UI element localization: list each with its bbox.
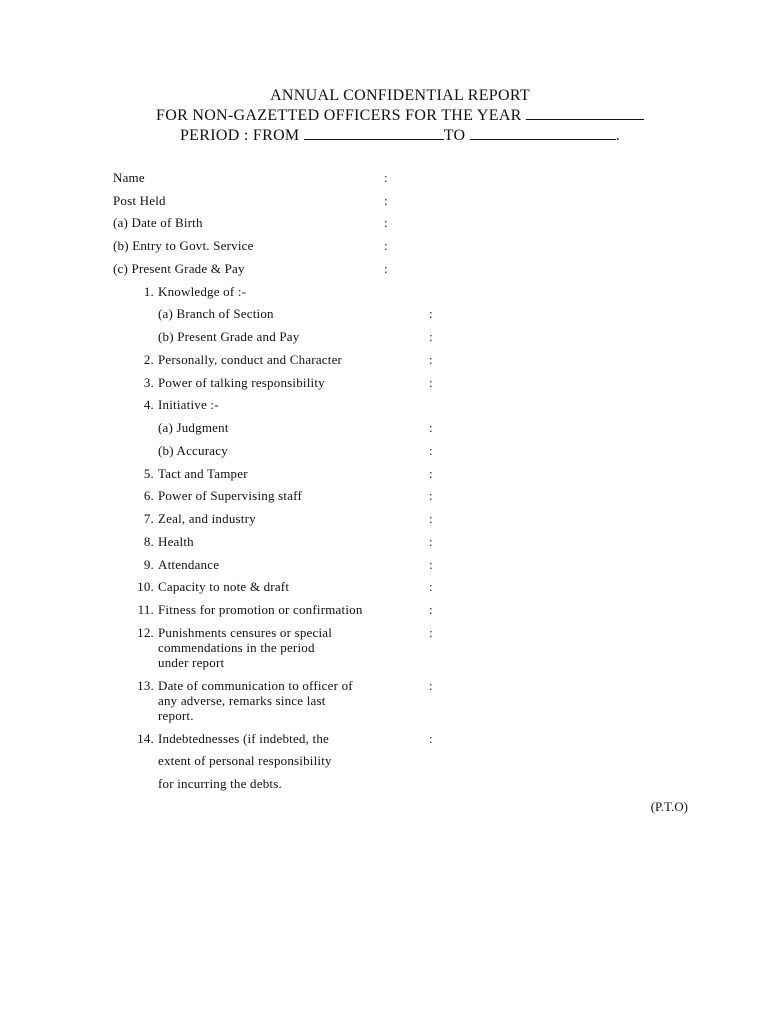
pto-note: (P.T.O) xyxy=(650,799,688,814)
item-13-line3: report. xyxy=(158,708,194,723)
field-post-held-colon: : xyxy=(384,193,388,208)
item-13: 13. Date of communication to officer of xyxy=(137,678,353,693)
item-6: 6. Power of Supervising staff xyxy=(143,488,302,503)
field-grade-colon: : xyxy=(384,261,388,276)
item-14-line2: extent of personal responsibility xyxy=(158,753,332,768)
item-8: 8. Health xyxy=(143,534,194,549)
field-name-colon: : xyxy=(384,170,388,185)
item-6-colon: : xyxy=(429,488,433,503)
item-11-colon: : xyxy=(429,602,433,617)
item-7: 7. Zeal, and industry xyxy=(143,511,256,526)
field-entry-label: (b) Entry to Govt. Service xyxy=(113,238,254,253)
item-4a-colon: : xyxy=(429,420,433,435)
field-dob-colon: : xyxy=(384,215,388,230)
report-period: PERIOD : FROM TO . xyxy=(179,127,621,144)
item-10-colon: : xyxy=(429,579,433,594)
item-13-line2: any adverse, remarks since last xyxy=(158,693,326,708)
item-13-colon: : xyxy=(429,678,433,693)
item-3: 3. Power of talking responsibility xyxy=(143,375,325,390)
report-title: ANNUAL CONFIDENTIAL REPORT xyxy=(270,87,530,104)
item-10: 10. Capacity to note & draft xyxy=(137,579,290,594)
item-14-colon: : xyxy=(429,731,433,746)
item-4a-label: (a) Judgment xyxy=(158,420,229,435)
report-subtitle: FOR NON-GAZETTED OFFICERS FOR THE YEAR xyxy=(0,105,768,125)
item-2-colon: : xyxy=(429,352,433,367)
item-2: 2. Personally, conduct and Character xyxy=(143,352,343,367)
item-14: 14. Indebtednesses (if indebted, the xyxy=(137,731,330,746)
item-12-line3: under report xyxy=(158,655,225,670)
item-4: 4. Initiative :- xyxy=(143,397,219,412)
item-12-colon: : xyxy=(429,625,433,640)
field-name-label: Name xyxy=(113,170,145,185)
item-1b-label: (b) Present Grade and Pay xyxy=(158,329,300,344)
item-4b-label: (b) Accuracy xyxy=(158,443,228,458)
item-1a-label: (a) Branch of Section xyxy=(158,306,274,321)
item-4b-colon: : xyxy=(429,443,433,458)
period-to-blank[interactable] xyxy=(470,125,616,140)
item-9-colon: : xyxy=(429,557,433,572)
report-header xyxy=(0,86,768,145)
field-grade-label: (c) Present Grade & Pay xyxy=(113,261,245,276)
item-8-colon: : xyxy=(429,534,433,549)
item-7-colon: : xyxy=(429,511,433,526)
field-dob-label: (a) Date of Birth xyxy=(113,215,203,230)
item-1b-colon: : xyxy=(429,329,433,344)
field-entry-colon: : xyxy=(384,238,388,253)
item-12: 12. Punishments censures or special xyxy=(137,625,333,640)
item-1: 1. Knowledge of :- xyxy=(143,284,247,299)
field-post-held-label: Post Held xyxy=(113,193,166,208)
item-5-colon: : xyxy=(429,466,433,481)
year-blank[interactable] xyxy=(526,105,644,120)
item-12-line2: commendations in the period xyxy=(158,640,315,655)
period-from-blank[interactable] xyxy=(304,125,444,140)
item-11: 11. Fitness for promotion or confirmation xyxy=(137,602,363,617)
item-9: 9. Attendance xyxy=(143,557,220,572)
item-1a-colon: : xyxy=(429,306,433,321)
item-3-colon: : xyxy=(429,375,433,390)
item-14-line3: for incurring the debts. xyxy=(158,776,282,791)
item-5: 5. Tact and Tamper xyxy=(143,466,248,481)
